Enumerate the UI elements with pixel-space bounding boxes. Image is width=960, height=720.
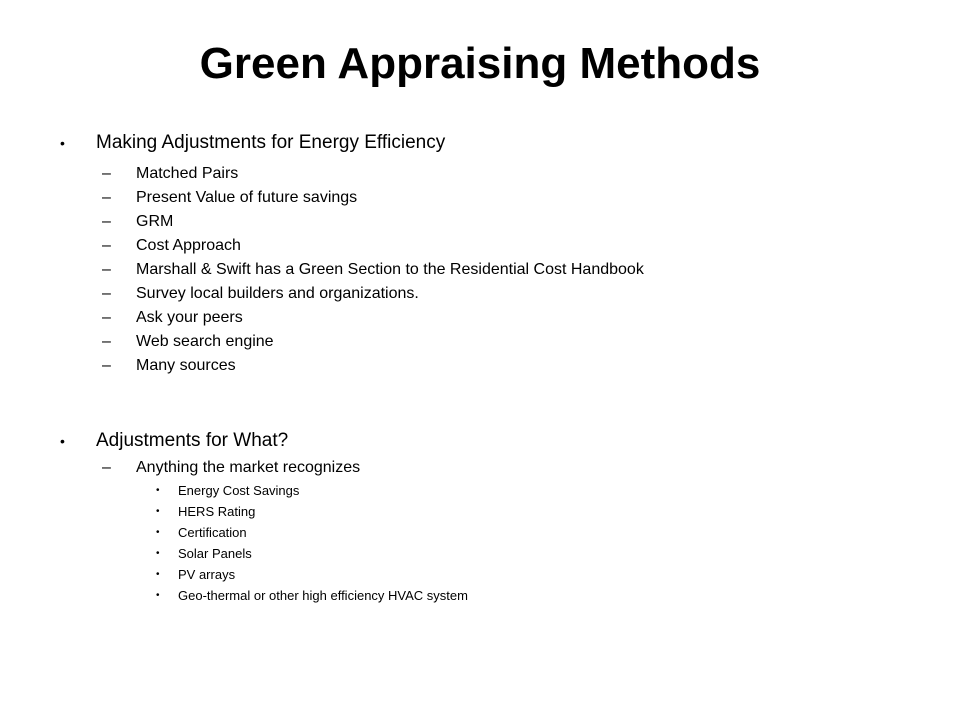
- list-item: – Survey local builders and organizations.: [58, 282, 918, 306]
- list-item: – GRM: [58, 210, 918, 234]
- dash-icon: –: [102, 165, 111, 182]
- list-item: [58, 456, 918, 480]
- dash-icon: –: [102, 213, 111, 230]
- bullet-making-adjustments: [58, 128, 918, 158]
- list-item: – Marshall & Swift has a Green Section to the Residential Cost Handbook: [58, 258, 918, 282]
- bullet-icon: •: [156, 485, 160, 496]
- dash-icon: –: [102, 309, 111, 326]
- list-item: – Matched Pairs: [58, 162, 918, 186]
- dash-icon: –: [102, 459, 111, 476]
- list-item: – Ask your peers: [58, 306, 918, 330]
- list-item: • Solar Panels: [58, 543, 918, 564]
- section1-heading: Making Adjustments for Energy Efficiency: [96, 132, 446, 153]
- bullet-icon: •: [60, 433, 65, 449]
- bullet-icon: •: [156, 569, 160, 580]
- bullet-icon: •: [156, 548, 160, 559]
- dash-icon: –: [102, 261, 111, 278]
- bullet-icon: •: [60, 135, 65, 151]
- section2-sub: Anything the market recognizes: [136, 459, 361, 476]
- list-item: – Cost Approach: [58, 234, 918, 258]
- dash-icon: –: [102, 357, 111, 374]
- bullet-adjustments-for-what: [58, 426, 918, 456]
- list-item: – Many sources: [58, 354, 918, 378]
- bullet-icon: •: [156, 590, 160, 601]
- bullet-icon: •: [156, 527, 160, 538]
- list-item: • Geo-thermal or other high efficiency HVAC system: [58, 585, 918, 606]
- section1-list: [58, 162, 918, 378]
- slide-content: [58, 128, 918, 606]
- dash-icon: –: [102, 333, 111, 350]
- dash-icon: –: [102, 285, 111, 302]
- section2-list: [58, 480, 918, 606]
- section2-heading: Adjustments for What?: [96, 430, 289, 451]
- list-item: • Certification: [58, 522, 918, 543]
- list-item: • PV arrays: [58, 564, 918, 585]
- list-item: – Web search engine: [58, 330, 918, 354]
- dash-icon: –: [102, 237, 111, 254]
- slide-title: Green Appraising Methods: [199, 39, 761, 88]
- list-item: • Energy Cost Savings: [58, 480, 918, 501]
- dash-icon: –: [102, 189, 111, 206]
- list-item: – Present Value of future savings: [58, 186, 918, 210]
- list-item: • HERS Rating: [58, 501, 918, 522]
- bullet-icon: •: [156, 506, 160, 517]
